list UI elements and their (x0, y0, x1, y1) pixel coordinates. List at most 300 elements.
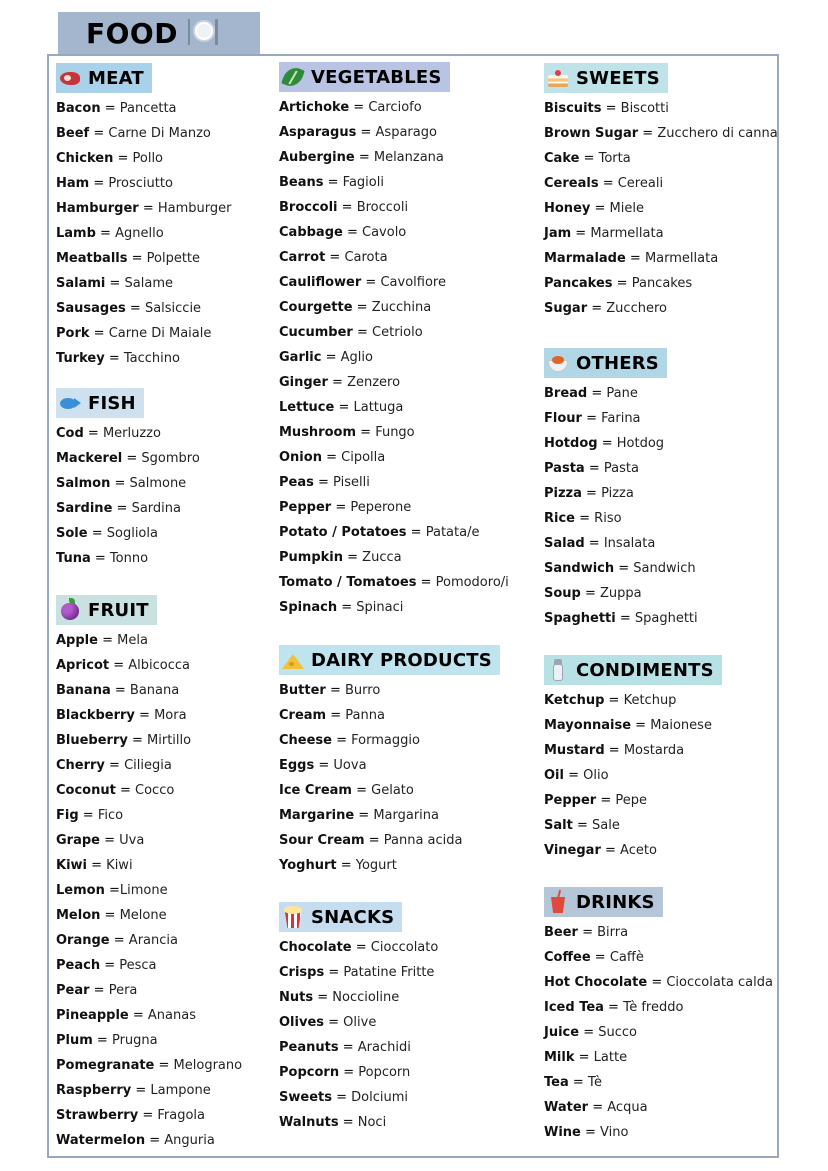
equals-sign: = (352, 325, 373, 340)
italian-word: Biscotti (620, 101, 669, 116)
title-tab (58, 12, 260, 54)
italian-word: Pollo (132, 151, 164, 166)
english-word: Banana (56, 683, 111, 698)
equals-sign: = (89, 983, 109, 998)
italian-word: Noci (357, 1115, 387, 1130)
equals-sign: = (339, 1065, 359, 1080)
equals-sign: = (113, 151, 133, 166)
list-item (279, 495, 509, 520)
equals-sign: = (89, 326, 109, 341)
italian-word: Cioccolato (370, 940, 439, 955)
english-word: Blackberry (56, 708, 135, 723)
equals-sign: = (326, 708, 346, 723)
list-item (56, 196, 232, 221)
equals-sign: = (352, 300, 372, 315)
italian-word: Tonno (109, 551, 149, 566)
equals-sign: = (343, 550, 363, 565)
equals-sign: = (604, 693, 624, 708)
list-item (279, 828, 500, 853)
list-item (544, 688, 722, 713)
list-item (56, 778, 242, 803)
english-word: Jam (544, 226, 572, 241)
english-word: Vinegar (544, 843, 601, 858)
list-item (544, 271, 778, 296)
italian-word: Zenzero (347, 375, 401, 390)
list-item (544, 481, 698, 506)
italian-word: Mostarda (623, 743, 685, 758)
equals-sign: = (154, 1058, 174, 1073)
english-word: Cheese (279, 733, 332, 748)
list-item (279, 520, 509, 545)
list-item (56, 246, 232, 271)
vocab-list (279, 678, 500, 878)
equals-sign: = (125, 301, 145, 316)
italian-word: Zucchero di canna (657, 126, 778, 141)
equals-sign: = (571, 226, 591, 241)
italian-word: Sandwich (633, 561, 696, 576)
italian-word: Mela (117, 633, 148, 648)
equals-sign: = (105, 276, 125, 291)
section-fruit (56, 595, 242, 1153)
equals-sign: = (584, 536, 604, 551)
italian-word: Pera (108, 983, 138, 998)
italian-word: Fagioli (342, 175, 384, 190)
english-word: Sandwich (544, 561, 615, 576)
equals-sign: = (615, 611, 635, 626)
equals-sign: = (92, 1033, 112, 1048)
equals-sign: = (138, 1108, 158, 1123)
equals-sign: = (601, 101, 621, 116)
italian-word: Lattuga (353, 400, 404, 415)
english-word: Onion (279, 450, 322, 465)
italian-word: Panna (345, 708, 385, 723)
list-item (544, 506, 698, 531)
list-item (56, 146, 232, 171)
italian-word: Gelato (371, 783, 414, 798)
list-item (56, 521, 200, 546)
italian-word: Agnello (115, 226, 164, 241)
italian-word: Farina (601, 411, 641, 426)
english-word: Water (544, 1100, 589, 1115)
english-word: Hamburger (56, 201, 139, 216)
italian-word: Miele (609, 201, 644, 216)
italian-word: Riso (594, 511, 622, 526)
list-item (279, 445, 509, 470)
english-word: Iced Tea (544, 1000, 604, 1015)
fish-icon (58, 391, 82, 415)
equals-sign: = (584, 461, 604, 476)
vocab-list (279, 95, 509, 620)
equals-sign: = (597, 436, 617, 451)
english-word: Pepper (279, 500, 332, 515)
italian-word: Mirtillo (147, 733, 192, 748)
english-word: Wine (544, 1125, 581, 1140)
english-word: Turkey (56, 351, 105, 366)
popcorn-icon (281, 905, 305, 929)
italian-word: Cetriolo (372, 325, 423, 340)
italian-word: Ketchup (623, 693, 677, 708)
italian-word: Carciofo (368, 100, 422, 115)
equals-sign: = (323, 175, 343, 190)
italian-word: Pane (606, 386, 638, 401)
english-word: Pear (56, 983, 90, 998)
equals-sign: = (90, 551, 110, 566)
italian-word: Margarina (373, 808, 439, 823)
list-item (544, 581, 698, 606)
italian-word: Hamburger (157, 201, 232, 216)
equals-sign: = (314, 758, 334, 773)
english-word: Yoghurt (279, 858, 337, 873)
equals-sign: = (579, 1025, 599, 1040)
english-word: Raspberry (56, 1083, 132, 1098)
italian-word: Limone (119, 883, 168, 898)
english-word: Carrot (279, 250, 326, 265)
equals-sign: = (99, 833, 120, 848)
meat-icon (58, 66, 82, 90)
list-item (56, 1053, 242, 1078)
equals-sign: = (356, 425, 376, 440)
italian-word: Lampone (150, 1083, 211, 1098)
equals-sign: = (104, 758, 125, 773)
equals-sign: = (337, 600, 357, 615)
italian-word: Acqua (607, 1100, 648, 1115)
italian-word: Vino (600, 1125, 629, 1140)
italian-word: Fragola (157, 1108, 206, 1123)
english-word: Cherry (56, 758, 105, 773)
italian-word: Zuppa (600, 586, 642, 601)
equals-sign: = (97, 633, 118, 648)
italian-word: Cioccolata calda (666, 975, 773, 990)
list-item (279, 753, 500, 778)
english-word: Cream (279, 708, 327, 723)
english-word: Olives (279, 1015, 324, 1030)
italian-word: Mora (154, 708, 187, 723)
italian-word: Salmone (129, 476, 187, 491)
list-item (279, 803, 500, 828)
equals-sign: = (580, 1125, 601, 1140)
equals-sign: = (104, 351, 124, 366)
italian-word: Pasta (603, 461, 639, 476)
italian-word: Sogliola (106, 526, 158, 541)
equals-sign: = (354, 808, 374, 823)
english-word: Peach (56, 958, 101, 973)
list-item (56, 321, 232, 346)
italian-word: Succo (598, 1025, 637, 1040)
italian-word: Pomodoro/i (435, 575, 509, 590)
list-item (279, 270, 509, 295)
equals-sign: = (134, 708, 155, 723)
english-word: Cauliflower (279, 275, 362, 290)
section-meat (56, 63, 232, 371)
italian-word: Dolciumi (351, 1090, 408, 1105)
section-title: DAIRY PRODUCTS (311, 649, 492, 671)
english-word: Fig (56, 808, 79, 823)
list-item (544, 788, 722, 813)
english-word: Eggs (279, 758, 315, 773)
italian-word: Arachidi (357, 1040, 411, 1055)
equals-sign: = (598, 176, 618, 191)
italian-word: Pancakes (631, 276, 693, 291)
list-item (544, 556, 698, 581)
list-item (544, 1045, 773, 1070)
italian-word: Insalata (603, 536, 656, 551)
list-item (544, 838, 722, 863)
english-word: Mackerel (56, 451, 123, 466)
section-sweets (544, 63, 778, 321)
english-word: Ham (56, 176, 90, 191)
english-word: Chicken (56, 151, 114, 166)
english-word: Potato / Potatoes (279, 525, 407, 540)
equals-sign: = (338, 1115, 358, 1130)
italian-word: Olio (583, 768, 609, 783)
english-word: Spinach (279, 600, 338, 615)
english-word: Sole (56, 526, 88, 541)
english-word: Blueberry (56, 733, 128, 748)
list-item (279, 470, 509, 495)
italian-word: Asparago (375, 125, 437, 140)
italian-word: Noccioline (332, 990, 400, 1005)
english-word: Apple (56, 633, 98, 648)
salt-shaker-icon (546, 658, 570, 682)
equals-sign: = (647, 975, 667, 990)
list-item (544, 763, 722, 788)
english-word: Tuna (56, 551, 91, 566)
english-word: Beans (279, 175, 324, 190)
english-word: Peas (279, 475, 314, 490)
english-word: Walnuts (279, 1115, 339, 1130)
list-item (56, 1078, 242, 1103)
equals-sign: = (577, 925, 598, 940)
vocab-list (544, 920, 773, 1145)
english-word: Plum (56, 1033, 93, 1048)
italian-word: Tacchino (123, 351, 180, 366)
equals-sign: = (127, 251, 147, 266)
list-item (544, 970, 773, 995)
section-fish (56, 388, 200, 571)
english-word: Popcorn (279, 1065, 340, 1080)
english-word: Watermelon (56, 1133, 146, 1148)
cake-icon (546, 66, 570, 90)
italian-word: Cavolo (362, 225, 407, 240)
equals-sign: = (351, 940, 371, 955)
list-item (56, 1128, 242, 1153)
section-title: FISH (88, 392, 136, 414)
italian-word: Cipolla (341, 450, 386, 465)
list-item (279, 1010, 438, 1035)
list-item (56, 628, 242, 653)
list-item (544, 121, 778, 146)
english-word: Sour Cream (279, 833, 365, 848)
english-word: Broccoli (279, 200, 338, 215)
english-word: Sweets (279, 1090, 332, 1105)
italian-word: Piselli (333, 475, 370, 490)
plate-cutlery-icon (188, 18, 218, 48)
italian-word: Hotdog (616, 436, 665, 451)
equals-sign: = (336, 858, 356, 873)
section-others (544, 348, 698, 631)
english-word: Coconut (56, 783, 116, 798)
list-item (279, 595, 509, 620)
english-word: Cereals (544, 176, 599, 191)
equals-sign: = (100, 908, 120, 923)
english-word: Sausages (56, 301, 126, 316)
equals-sign: = (122, 451, 142, 466)
list-item (279, 1035, 438, 1060)
english-word: Hot Chocolate (544, 975, 648, 990)
list-item (544, 995, 773, 1020)
italian-word: Aglio (340, 350, 373, 365)
list-item (544, 146, 778, 171)
equals-sign: = (590, 950, 610, 965)
section-title: MEAT (88, 67, 144, 89)
list-item (544, 738, 722, 763)
italian-word: Banana (129, 683, 180, 698)
equals-sign: = (614, 561, 634, 576)
equals-sign: = (572, 818, 592, 833)
section-header (544, 63, 668, 93)
english-word: Biscuits (544, 101, 602, 116)
equals-sign: = (600, 843, 621, 858)
equals-sign: = (356, 125, 376, 140)
english-word: Bread (544, 386, 588, 401)
equals-sign: = (331, 500, 351, 515)
list-item (56, 271, 232, 296)
equals-sign: = (110, 683, 130, 698)
section-condiments (544, 655, 722, 863)
english-word: Pumpkin (279, 550, 343, 565)
equals-sign: = (603, 1000, 624, 1015)
english-word: Cabbage (279, 225, 343, 240)
english-word: Ice Cream (279, 783, 352, 798)
italian-word: Carne Di Maiale (108, 326, 212, 341)
italian-word: Tè (587, 1075, 603, 1090)
english-word: Margarine (279, 808, 355, 823)
equals-sign: = (354, 150, 374, 165)
english-word: Mayonnaise (544, 718, 632, 733)
equals-sign: = (596, 793, 616, 808)
section-title: FRUIT (88, 599, 149, 621)
english-word: Pancakes (544, 276, 613, 291)
english-word: Sardine (56, 501, 113, 516)
list-item (544, 171, 778, 196)
equals-sign: = (104, 883, 120, 898)
italian-word: Spaghetti (634, 611, 698, 626)
list-item (279, 703, 500, 728)
list-item (279, 985, 438, 1010)
list-item (279, 1110, 438, 1135)
list-item (544, 1095, 773, 1120)
list-item (279, 935, 438, 960)
list-item (279, 120, 509, 145)
equals-sign: = (83, 426, 103, 441)
english-word: Crisps (279, 965, 325, 980)
italian-word: Cocco (135, 783, 175, 798)
equals-sign: = (325, 250, 345, 265)
list-item (279, 220, 509, 245)
list-item (56, 296, 232, 321)
equals-sign: = (361, 275, 381, 290)
equals-sign: = (364, 833, 384, 848)
italian-word: Marmellata (644, 251, 719, 266)
equals-sign: = (349, 100, 369, 115)
list-item (56, 878, 242, 903)
italian-word: Prosciutto (108, 176, 173, 191)
list-item (56, 121, 232, 146)
english-word: Aubergine (279, 150, 355, 165)
list-item (56, 496, 200, 521)
english-word: Pizza (544, 486, 582, 501)
english-word: Pork (56, 326, 90, 341)
list-item (56, 803, 242, 828)
list-item (56, 653, 242, 678)
italian-word: Patata/e (425, 525, 480, 540)
italian-word: Zucca (362, 550, 402, 565)
english-word: Marmalade (544, 251, 626, 266)
list-item (56, 546, 200, 571)
italian-word: Maionese (650, 718, 712, 733)
english-word: Lettuce (279, 400, 335, 415)
vocab-list (279, 935, 438, 1135)
equals-sign: = (563, 768, 584, 783)
italian-word: Zucchina (371, 300, 432, 315)
list-item (279, 295, 509, 320)
list-item (279, 853, 500, 878)
equals-sign: = (579, 151, 599, 166)
list-item (544, 945, 773, 970)
english-word: Bacon (56, 101, 101, 116)
section-title: OTHERS (576, 352, 659, 374)
list-item (279, 370, 509, 395)
equals-sign: = (115, 783, 136, 798)
italian-word: Uova (333, 758, 367, 773)
equals-sign: = (581, 486, 602, 501)
italian-word: Ananas (147, 1008, 196, 1023)
list-item (279, 320, 509, 345)
english-word: Beer (544, 925, 578, 940)
english-word: Tea (544, 1075, 569, 1090)
english-word: Flour (544, 411, 582, 426)
italian-word: Prugna (111, 1033, 158, 1048)
english-word: Asparagus (279, 125, 357, 140)
equals-sign: = (590, 201, 610, 216)
list-item (279, 1060, 438, 1085)
equals-sign: = (87, 526, 107, 541)
english-word: Honey (544, 201, 591, 216)
vocab-list (56, 96, 232, 371)
english-word: Ketchup (544, 693, 605, 708)
english-word: Lamb (56, 226, 96, 241)
list-item (56, 828, 242, 853)
italian-word: Merluzzo (102, 426, 161, 441)
english-word: Nuts (279, 990, 314, 1005)
english-word: Spaghetti (544, 611, 616, 626)
list-item (544, 221, 778, 246)
english-word: Peanuts (279, 1040, 339, 1055)
italian-word: Salame (124, 276, 174, 291)
english-word: Sugar (544, 301, 588, 316)
equals-sign: = (342, 225, 362, 240)
list-item (279, 420, 509, 445)
section-title: SNACKS (311, 906, 395, 928)
english-word: Brown Sugar (544, 126, 639, 141)
italian-word: Pesca (119, 958, 157, 973)
list-item (56, 1003, 242, 1028)
english-word: Orange (56, 933, 110, 948)
italian-word: Olive (343, 1015, 377, 1030)
italian-word: Ciliegia (124, 758, 172, 773)
italian-word: Fico (97, 808, 124, 823)
section-snacks (279, 902, 438, 1135)
